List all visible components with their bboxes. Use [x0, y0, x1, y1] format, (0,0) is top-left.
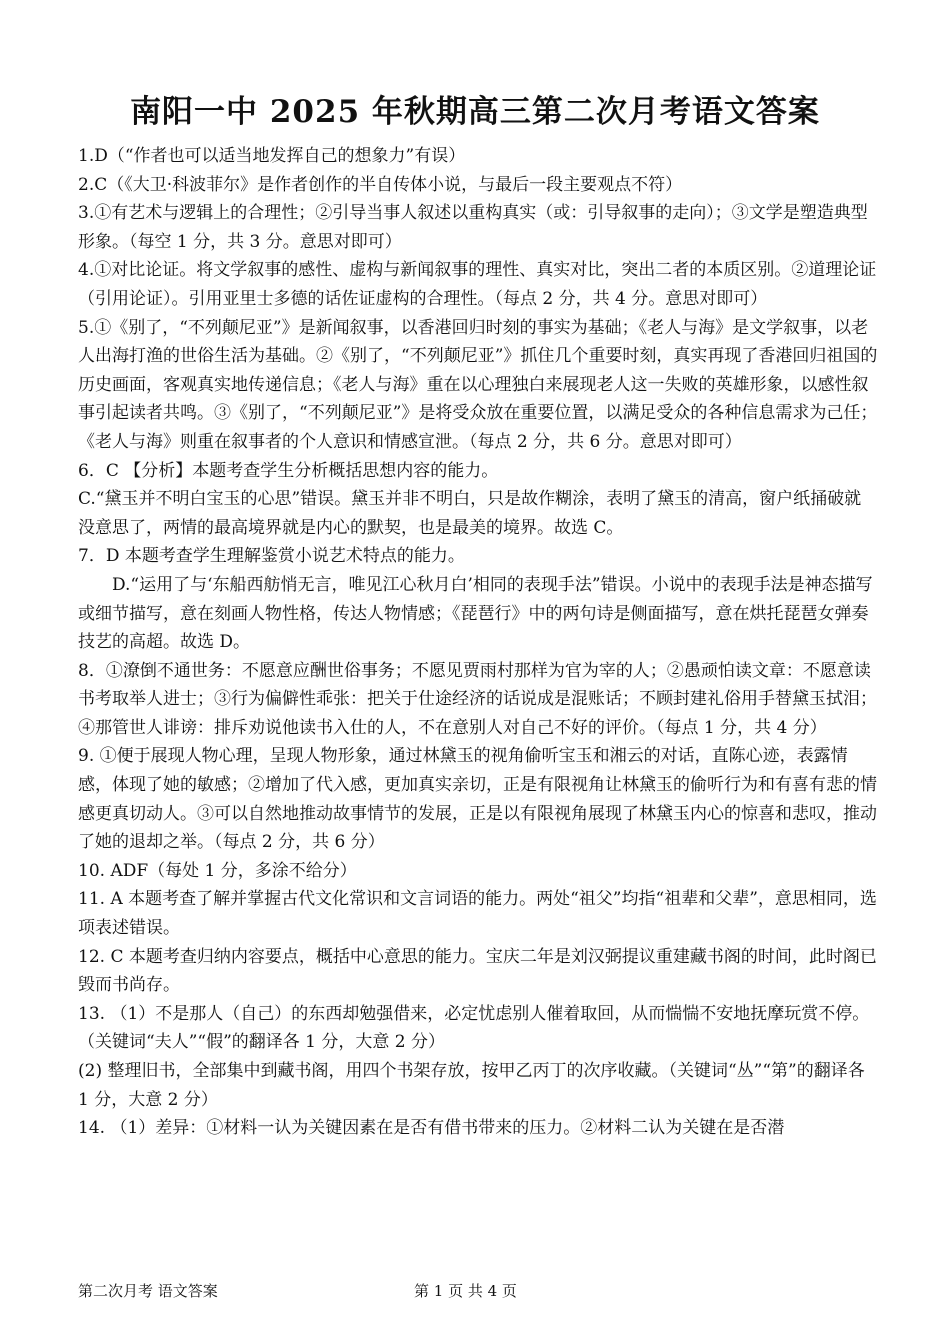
answer-12: 12. C 本题考查归纳内容要点，概括中心意思的能力。宝庆二年是刘汉弼提议重建藏书阁的时间，此时阁已毁而书尚存。	[78, 946, 877, 996]
answer-3: 3.①有艺术与逻辑上的合理性；②引导当事人叙述以重构真实（或：引导叙事的走向）；③文学是塑造典型形象。（每空 1 分，共 3 分。意思对即可）	[78, 203, 868, 252]
answer-13-1: 13. （1）不是那人（自己）的东西却勉强借来，必定忧虑别人催着取回，从而惴惴不安地抚摩玩赏不停。（关键词“夫人”“假”的翻译各 1 分，大意 2 分）	[78, 1003, 870, 1053]
answer-5: 5.①《别了，“不列颠尼亚”》是新闻叙事，以香港回归时刻的事实为基础；《老人与海》是文学叙事，以老人出海打渔的世俗生活为基础。②《别了，“不列颠尼亚”》抓住几个重要时刻，真实再现了香港回归祖国的历史画面，客观真实地传递信息；《老人与海》重在以心理独白来展现老人这一失败的英雄形象，以感性叙事引起读者共鸣。③《别了，“不列颠尼亚”》是将受众放在重要位置，以满足受众的各种信息需求为己任；《老人与海》则重在叙事者的个人意识和情感宣泄。（每点 2 分，共 6 分。意思对即可）	[78, 317, 878, 452]
answer-14: 14. （1）差异：①材料一认为关键因素在是否有借书带来的压力。②材料二认为关键在是否潜	[78, 1118, 785, 1139]
answer-9: 9. ①便于展现人物心理，呈现人物形象，通过林黛玉的视角偷听宝玉和湘云的对话，直陈心迹，表露情感，体现了她的敏感；②增加了代入感，更加真实亲切，正是有限视角让林黛玉的偷听行为和有喜有悲的情感更真切动人。③可以自然地推动故事情节的发展，正是以有限视角展现了林黛玉内心的惊喜和悲叹，推动了她的退却之举。（每点 2 分，共 6 分）	[78, 746, 877, 853]
answer-8: 8．①潦倒不通世务：不愿意应酬世俗事务；不愿见贾雨村那样为官为宰的人；②愚顽怕读文章：不愿意读书考取举人进士；③行为偏僻性乖张：把关于仕途经济的话说成是混账话；不顾封建礼俗用手替黛玉拭泪；④那管世人诽谤：排斥劝说他读书入仕的人，不在意别人对自己不好的评价。（每点 1 分，共 4 分）	[78, 660, 877, 738]
answer-6: 6．C 【分析】本题考查学生分析概括思想内容的能力。	[78, 460, 499, 481]
answer-6-explanation: C.“黛玉并不明白宝玉的心思”错误。黛玉并非不明白，只是故作糊涂，表明了黛玉的清高，窗户纸捅破就没意思了，两情的最高境界就是内心的默契，也是最美的境界。故选 C。	[78, 489, 862, 538]
answer-10: 10. ADF（每处 1 分，多涂不给分）	[78, 860, 357, 881]
answer-4: 4.①对比论证。将文学叙事的感性、虚构与新闻叙事的理性、真实对比，突出二者的本质区别。②道理论证（引用论证）。引用亚里士多德的话佐证虚构的合理性。（每点 2 分，共 4 分。意思对即可）	[78, 260, 877, 309]
answer-11: 11. A 本题考查了解并掌握古代文化常识和文言词语的能力。两处“祖父”均指“祖辈和父辈”，意思相同，选项表述错误。	[78, 889, 877, 939]
answer-7: 7．D 本题考查学生理解鉴赏小说艺术特点的能力。	[78, 546, 465, 567]
answer-content	[78, 142, 878, 1143]
page-title: 南阳一中 2025 年秋期高三第二次月考语文答案	[130, 94, 820, 130]
answer-13-2: (2) 整理旧书，全部集中到藏书阁，用四个书架存放，按甲乙丙丁的次序收藏。（关键词“丛”“第”的翻译各 1 分，大意 2 分）	[78, 1061, 865, 1110]
footer-exam-name: 第二次月考 语文答案	[78, 1282, 218, 1300]
answer-2: 2.C（《大卫·科波菲尔》是作者创作的半自传体小说，与最后一段主要观点不符）	[78, 174, 683, 195]
answer-1: 1.D（“作者也可以适当地发挥自己的想象力”有误）	[78, 146, 466, 166]
answer-7-explanation: D.“运用了与‘东船西舫悄无言，唯见江心秋月白’相同的表现手法”错误。小说中的表现手法是神态描写或细节描写，意在刻画人物性格，传达人物情感；《琵琶行》中的两句诗是侧面描写，意在烘托琵琶女弹奏技艺的高超。故选 D。	[78, 574, 873, 653]
footer-page-number: 第 1 页 共 4 页	[414, 1282, 517, 1300]
